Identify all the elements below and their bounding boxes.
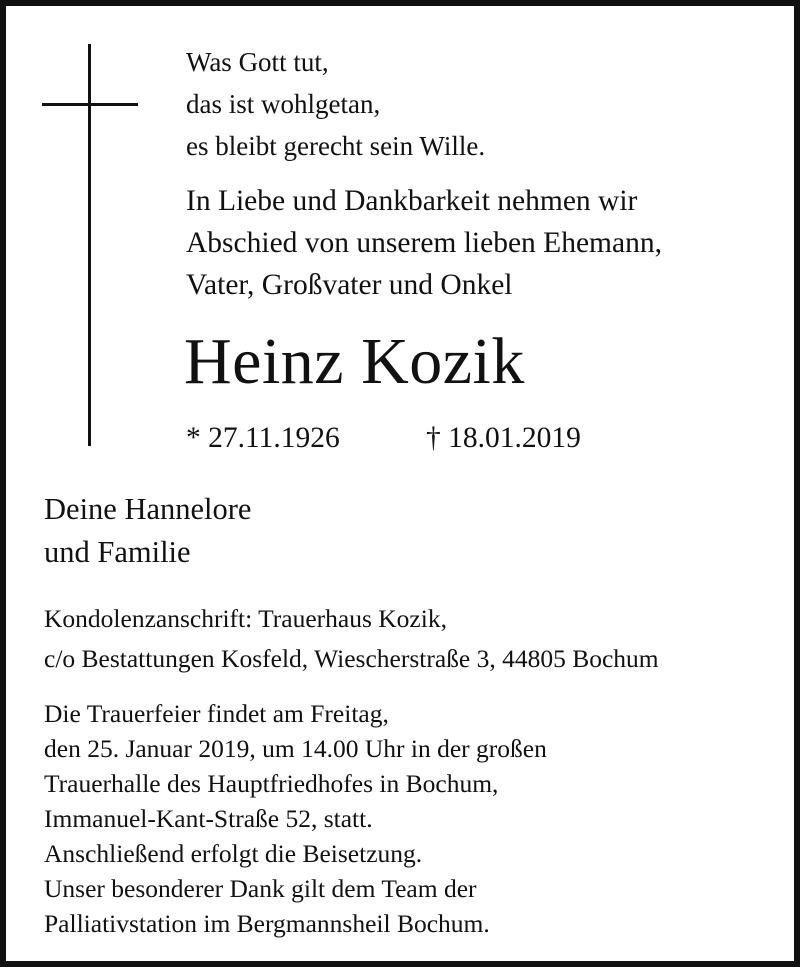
funeral-line: Immanuel-Kant-Straße 52, statt. <box>44 804 373 833</box>
mourners-signature <box>44 488 251 574</box>
signature-line: Deine Hannelore <box>44 492 252 526</box>
verse-line: das ist wohlgetan, <box>186 89 381 119</box>
funeral-details <box>44 696 547 941</box>
birth-date: * 27.11.1926 <box>186 422 340 454</box>
deceased-name: Heinz Kozik <box>184 325 525 398</box>
condolence-address <box>44 599 659 679</box>
verse-line: es bleibt gerecht sein Wille. <box>186 131 486 161</box>
farewell-text <box>186 180 662 306</box>
funeral-line: Palliativstation im Bergmannsheil Bochum. <box>44 909 490 938</box>
funeral-line: Trauerhalle des Hauptfriedhofes in Bochum, <box>44 769 499 798</box>
funeral-line: den 25. Januar 2019, um 14.00 Uhr in der großen <box>44 734 547 763</box>
death-date: † 18.01.2019 <box>426 422 581 454</box>
verse-line: Was Gott tut, <box>186 47 329 77</box>
bible-verse <box>186 41 485 167</box>
farewell-line: Vater, Großvater und Onkel <box>186 269 513 301</box>
address-line: c/o Bestattungen Kosfeld, Wiescherstraße 3, 44805 Bochum <box>44 644 659 673</box>
signature-line: und Familie <box>44 535 191 569</box>
farewell-line: Abschied von unserem lieben Ehemann, <box>186 227 662 259</box>
address-line: Kondolenzanschrift: Trauerhaus Kozik, <box>44 604 447 633</box>
cross-horizontal-bar <box>42 103 138 106</box>
funeral-line: Die Trauerfeier findet am Freitag, <box>44 699 389 728</box>
funeral-line: Unser besonderer Dank gilt dem Team der <box>44 874 477 903</box>
funeral-line: Anschließend erfolgt die Beisetzung. <box>44 839 423 868</box>
farewell-line: In Liebe und Dankbarkeit nehmen wir <box>186 185 638 217</box>
life-dates <box>186 418 581 458</box>
